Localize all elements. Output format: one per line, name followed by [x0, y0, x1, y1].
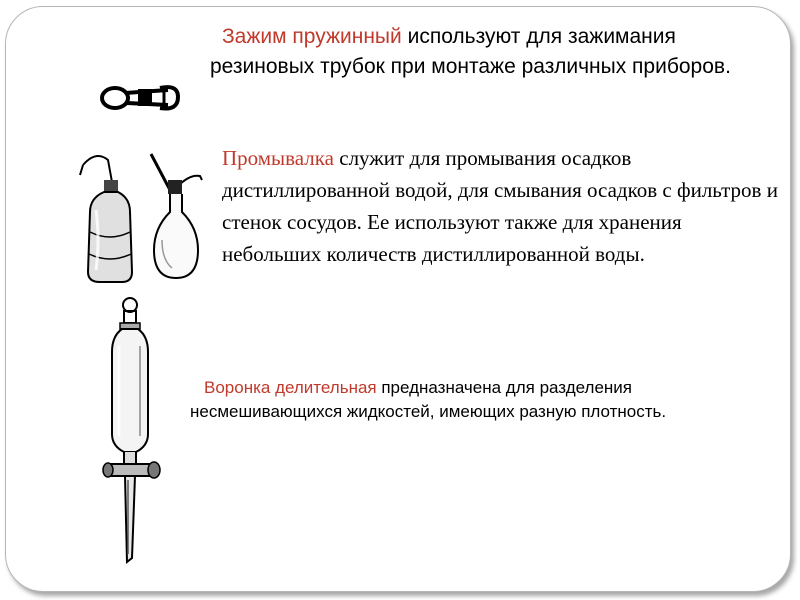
wash-bottle-description	[222, 142, 782, 270]
funnel-description	[190, 376, 780, 424]
funnel-term: Воронка делительная	[204, 378, 377, 397]
separatory-funnel-icon	[96, 296, 168, 566]
clamp-description	[210, 22, 770, 82]
spring-clamp-icon	[98, 78, 188, 122]
glass-wash-bottle-icon	[148, 150, 208, 285]
plastic-wash-bottle-icon	[78, 150, 138, 290]
clamp-text: используют для зажимания резиновых трубок при монтаже различных приборов.	[210, 25, 731, 78]
funnel-text: предназначена для разделения несмешивающихся жидкостей, имеющих разную плотность.	[190, 378, 667, 421]
wash-bottle-text: служит для промывания осадков дистиллированной водой, для смывания осадков с фильтров и стенок сосудов. Ее используют также для хранения небольших количеств дистиллированной воды.	[222, 146, 778, 266]
wash-bottle-term: Промывалка	[222, 146, 334, 170]
clamp-term: Зажим пружинный	[222, 25, 402, 48]
